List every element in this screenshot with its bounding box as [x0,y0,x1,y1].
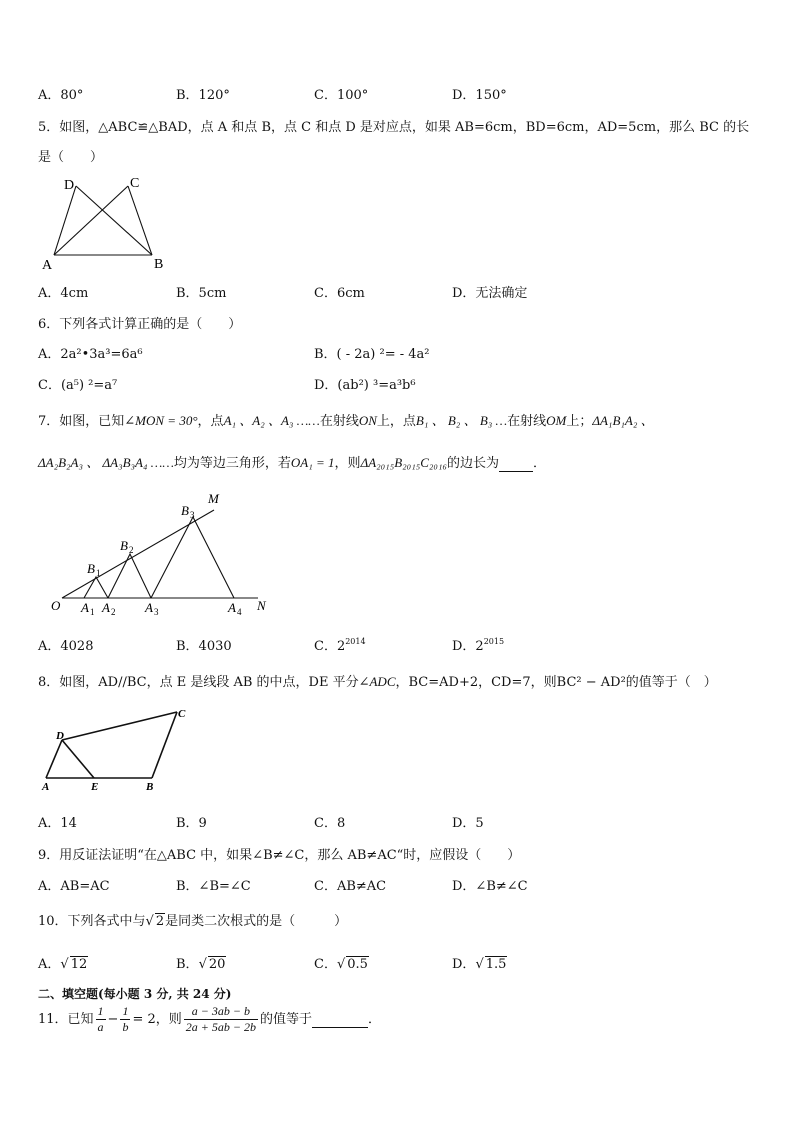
q10-option-a: A．√ 12 [38,957,88,972]
q7-stem-end: ． [533,456,547,471]
q11-answer-blank [312,1012,368,1028]
q4-option-a: A．80° [38,88,84,103]
q10-option-a-radicand: 12 [70,957,88,972]
q10-option-d: D．√ 1.5 [452,957,507,972]
q8-label-d: D [56,730,64,742]
q7-label-b2-sub: 2 [129,545,134,555]
q5-stem-line2: 是（ ） [38,150,104,165]
section-2-heading: 二、填空题(每小题 3 分, 共 24 分) [38,987,232,1001]
q9-option-d: D．∠B≠∠C [452,879,528,894]
q11-f1-denominator: a [97,1020,104,1034]
q6-option-d: D．(ab²) ³=a³b⁶ [314,378,416,393]
q7-label-a1-sub: 1 [90,607,95,617]
q5-figure [38,170,178,274]
q10-option-b-prefix: B． [176,957,199,972]
q7-angle-mon: ∠MON = 30° [124,413,198,428]
q6-stem: 6．下列各式计算正确的是（ ） [38,317,242,332]
q7-label-a4: A [228,600,236,615]
q5-stem-line1: 5．如图，△ABC≌△BAD，点 A 和点 B，点 C 和点 D 是对应点，如果 AB=6cm，BD=6cm，AD=5cm，那么 BC 的长 [38,120,750,135]
q7-label-a3-sub: 3 [154,607,159,617]
q7-triangle-3-shape [151,517,234,598]
q10-sqrt-sign: √ [145,914,154,929]
q10-stem [38,910,347,929]
q7-label-a2: A [102,600,110,615]
q7-option-c-base: C．2 [314,639,346,654]
q7-label-b2: B [120,538,128,553]
q7-option-a: A．4028 [38,639,94,654]
q5-option-c: C．6cm [314,286,365,301]
q5-segment-db [76,186,152,255]
q8-stem-mid: ，BC=AD+2，CD=7，则 [395,675,557,690]
q10-option-b-radicand: 20 [208,957,226,972]
q7-label-m: M [208,491,219,506]
q8-segment-ad [46,740,62,778]
q7-answer-blank [499,456,533,472]
q8-stem-pre: 8．如图，AD//BC，点 E 是线段 AB 的中点，DE 平分 [38,675,359,690]
q8-label-e: E [91,781,99,793]
q4-option-b: B．120° [176,88,230,103]
q7-figure [48,486,280,618]
q7-label-b3: B [181,503,189,518]
q11-stem [38,1004,381,1035]
q7-label-a4-sub: 4 [237,607,242,617]
q5-option-d: D．无法确定 [452,286,528,301]
q11-f3-denominator: 2a + 5ab − 2b [185,1020,256,1034]
q10-option-d-prefix: D． [452,957,476,972]
q10-option-a-prefix: A． [38,957,61,972]
q10-option-b: B．√ 20 [176,957,226,972]
q8-label-b: B [146,781,154,793]
q5-option-a: A．4cm [38,286,89,301]
q7-stem-line2-end: 的边长为 [446,456,499,471]
q8-option-c: C．8 [314,816,346,831]
q9-option-b: B．∠B=∠C [176,879,251,894]
q8-stem-end: 的值等于（ ） [625,675,717,690]
q7-label-o: O [51,598,61,613]
q11-f2-numerator: 1 [122,1004,129,1018]
q8-angle-adc: ∠ADC [358,674,396,689]
q7-stem-pre: 7．如图，已知 [38,414,125,429]
q7-option-d [452,635,504,654]
q11-fraction-1-over-a [96,1004,106,1035]
q7-label-n: N [257,598,266,613]
q8-option-b: B．9 [176,816,207,831]
q7-label-a1: A [81,600,89,615]
q7-stem-mid5: 上； [566,414,593,429]
q7-option-b: B．4030 [176,639,232,654]
q11-fraction-1-over-b [120,1004,130,1035]
q7-target-triangle: ΔA₂₀₁₅B₂₀₁₅C₂₀₁₆ [360,455,447,470]
q8-label-a: A [42,781,50,793]
q11-eq: = 2，则 [132,1012,182,1027]
q5-label-a: A [42,258,53,273]
q11-fraction-expression [184,1004,258,1035]
q7-label-a2-sub: 2 [111,607,116,617]
q7-label-b3-sub: 3 [190,510,195,520]
q7-option-d-base: D．2 [452,639,484,654]
q7-label-a3: A [145,600,153,615]
q9-option-c: C．AB≠AC [314,879,387,894]
q7-stem-line1 [38,410,654,429]
q11-f2-denominator: b [122,1020,129,1034]
q7-ray-om: OM [546,413,567,428]
q10-option-c-prefix: C． [314,957,337,972]
q7-oa1: OA₁ = 1 [290,455,335,470]
q10-stem-post: 是同类二次根式的是（ ） [165,914,348,929]
q7-triangle-2-shape [108,554,151,598]
q7-stem-mid4: 在射线 [507,414,547,429]
q7-ray-on: ON [358,413,377,428]
q7-points-a: A₁ 、A₂ 、A₃ …… [223,413,320,428]
q8-option-d: D．5 [452,816,484,831]
q7-points-b: B₁ 、 B₂ 、 B₃ … [415,413,508,428]
q11-post: 的值等于 [259,1012,312,1027]
q5-label-c: C [130,176,140,191]
q11-f1-numerator: 1 [97,1004,104,1018]
q7-stem-line2-mid: 均为等边三角形，若 [173,456,291,471]
q7-stem-mid1: ，点 [197,414,224,429]
q5-option-b: B．5cm [176,286,227,301]
q7-option-c-exp: 2014 [345,637,366,646]
q8-segment-cb [152,712,177,778]
q8-expr: BC² − AD² [556,675,626,690]
q9-stem: 9．用反证法证明“在△ABC 中，如果∠B≠∠C，那么 AB≠AC“时，应假设（ ） [38,848,521,863]
q7-stem-line2-post: ，则 [334,456,361,471]
q9-option-a: A．AB=AC [38,879,110,894]
q8-label-c: C [178,708,186,720]
q7-triangle-1-shape [84,577,108,598]
q4-option-c: C．100° [314,88,369,103]
q7-label-b1: B [87,561,95,576]
q7-stem-mid2: 在射线 [319,414,359,429]
q5-label-b: B [154,257,164,272]
q10-option-d-radicand: 1.5 [485,957,507,972]
q11-minus: − [107,1012,119,1027]
q8-option-a: A．14 [38,816,77,831]
q11-f3-numerator: a − 3ab − b [184,1004,258,1020]
q7-triangles-list: ΔA₂B₂A₃ 、 ΔA₃B₃A₄ …… [38,455,174,470]
q8-stem [38,671,717,690]
q5-label-d: D [64,178,75,193]
q10-radicand: 2 [155,914,165,929]
q10-option-c-radicand: 0.5 [347,957,368,972]
q10-option-c: C．√ 0.5 [314,957,368,972]
q7-ray-om-line [62,510,214,598]
q6-option-b: B．( - 2a) ²= - 4a² [314,347,430,362]
q8-segment-dc [62,712,177,740]
q7-stem-mid3: 上，点 [376,414,416,429]
q7-triangle-1: ΔA₁B₁A₂ 、 [592,413,654,428]
q7-option-d-exp: 2015 [483,637,505,646]
q7-option-c [314,635,366,654]
q8-figure [36,702,196,794]
q4-option-d: D．150° [452,88,507,103]
q10-stem-pre: 10．下列各式中与 [38,914,146,929]
q8-segment-de [62,740,94,778]
q6-option-a: A．2a²•3a³=6a⁶ [38,347,143,362]
q7-stem-line2 [38,452,546,472]
q7-label-b1-sub: 1 [96,568,101,578]
q11-end: ． [367,1012,381,1027]
q11-pre: 11．已知 [38,1012,94,1027]
q6-option-c: C．(a⁵) ²=a⁷ [38,378,118,393]
